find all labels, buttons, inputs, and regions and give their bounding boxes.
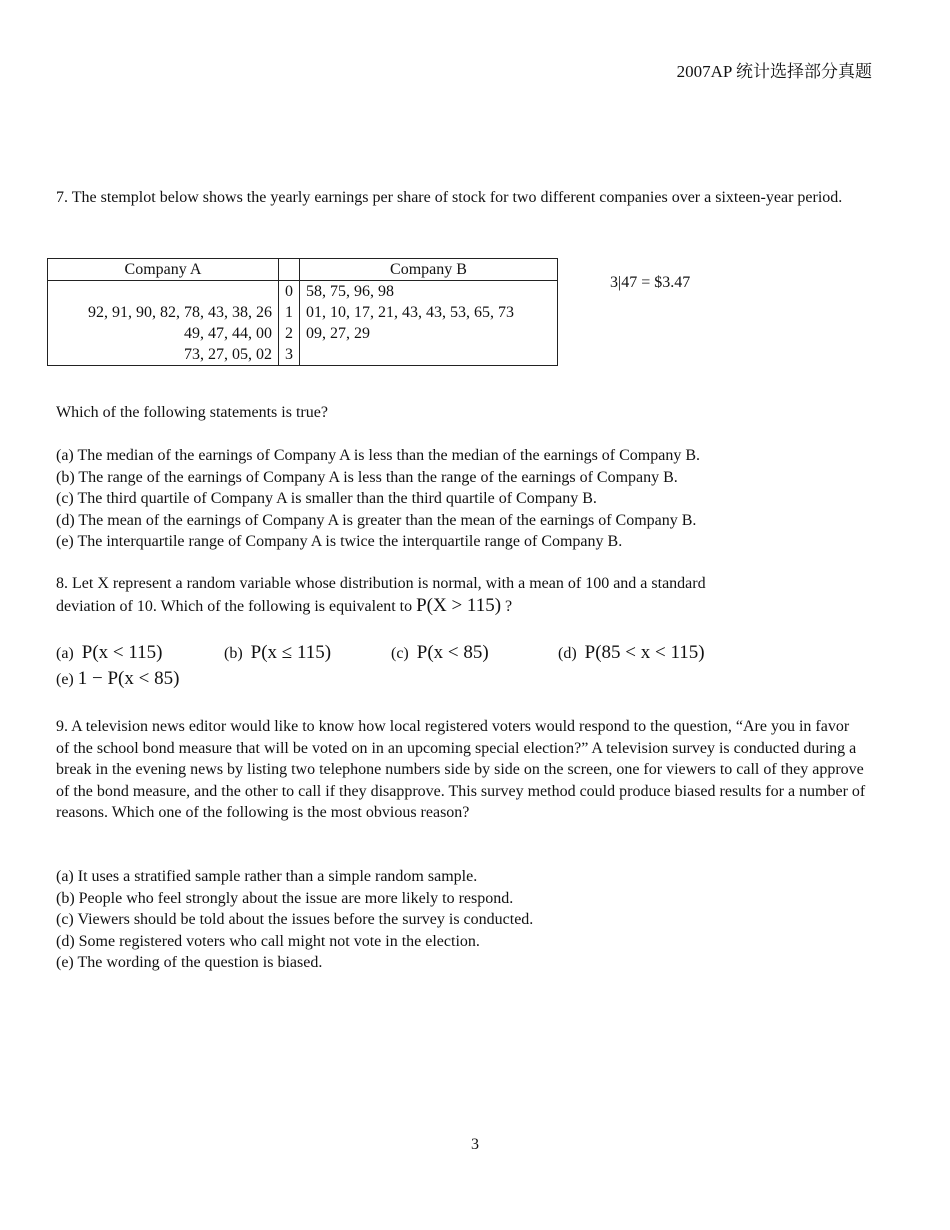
question-9-option-e: (e) The wording of the question is biased. bbox=[56, 954, 323, 971]
question-7-option-a: (a) The median of the earnings of Company A is less than the median of the earnings of Company B. bbox=[56, 447, 701, 464]
stem-header bbox=[279, 259, 300, 281]
question-8-option-b bbox=[224, 642, 331, 664]
question-7-option-c: (c) The third quartile of Company A is smaller than the third quartile of Company B. bbox=[56, 490, 597, 507]
question-7-option-d: (d) The mean of the earnings of Company A is greater than the mean of the earnings of Company B. bbox=[56, 511, 697, 529]
table-row-a-0 bbox=[48, 281, 279, 303]
option-label: (a) bbox=[56, 645, 74, 662]
table-row-b-0: 58, 75, 96, 98 bbox=[300, 281, 558, 303]
option-label: (c) bbox=[391, 645, 409, 662]
question-8-stem-end: ? bbox=[501, 597, 513, 615]
option-expr: 1 − P(x < 85) bbox=[77, 668, 180, 689]
table-row-stem-0: 0 bbox=[279, 281, 300, 303]
page-number: 3 bbox=[471, 1136, 479, 1153]
option-expr: P(x < 85) bbox=[416, 642, 489, 663]
table-row-b-2: 09, 27, 29 bbox=[300, 323, 558, 344]
option-expr: P(x < 115) bbox=[81, 642, 163, 663]
option-label: (b) bbox=[224, 645, 243, 662]
table-row-a-2: 49, 47, 44, 00 bbox=[48, 323, 279, 344]
page-header: 2007AP 统计选择部分真题 bbox=[676, 62, 872, 81]
option-label: (e) bbox=[56, 671, 74, 688]
question-8-option-d bbox=[558, 642, 705, 664]
stemplot-table bbox=[47, 258, 558, 366]
question-7-prompt: Which of the following statements is true? bbox=[56, 404, 328, 421]
question-8-option-c bbox=[391, 642, 489, 664]
question-8-option-e bbox=[56, 668, 179, 690]
question-9-options bbox=[56, 866, 886, 974]
question-8-option-a bbox=[56, 642, 163, 664]
table-row-b-3 bbox=[300, 344, 558, 366]
table-row-stem-3: 3 bbox=[279, 344, 300, 366]
question-8-stem-text: deviation of 10. Which of the following is equivalent to bbox=[56, 597, 417, 615]
question-9-option-c: (c) Viewers should be told about the issues before the survey is conducted. bbox=[56, 911, 534, 928]
question-8-stem-line2 bbox=[56, 595, 886, 618]
table-row-stem-2: 2 bbox=[279, 323, 300, 344]
option-label: (d) bbox=[558, 645, 577, 662]
question-9-option-a: (a) It uses a stratified sample rather than a simple random sample. bbox=[56, 868, 478, 885]
stemplot-key: 3|47 = $3.47 bbox=[610, 274, 691, 291]
question-7-option-b: (b) The range of the earnings of Company A is less than the range of the earnings of Company B. bbox=[56, 468, 678, 486]
table-row-a-1: 92, 91, 90, 82, 78, 43, 38, 26 bbox=[48, 302, 279, 323]
company-a-header: Company A bbox=[48, 259, 279, 281]
question-9-option-d: (d) Some registered voters who call might not vote in the election. bbox=[56, 932, 480, 950]
question-8-stem bbox=[56, 573, 886, 617]
question-9-option-b: (b) People who feel strongly about the issue are more likely to respond. bbox=[56, 889, 514, 907]
question-7-stem: 7. The stemplot below shows the yearly earnings per share of stock for two different companies over a sixteen-year period. bbox=[56, 189, 843, 206]
question-8-options-row bbox=[56, 642, 886, 666]
question-8-options-row-2 bbox=[56, 668, 886, 692]
table-row-b-1: 01, 10, 17, 21, 43, 43, 53, 65, 73 bbox=[300, 302, 558, 323]
table-row-stem-1: 1 bbox=[279, 302, 300, 323]
question-7-options bbox=[56, 445, 886, 553]
question-8-stem-expr: P(X > 115) bbox=[416, 594, 502, 616]
question-7-option-e: (e) The interquartile range of Company A is twice the interquartile range of Company B. bbox=[56, 533, 623, 550]
question-9-stem: 9. A television news editor would like to know how local registered voters would respond to the question, “Are you in favor of the school bond measure that will be voted on in an upcoming special election?” A television survey is conducted during a break in the evening news by listing two telephone numbers side by side on the screen, one for viewers to call of they approve of the bond measure, and the other to call if they disapprove. This survey method could produce biased results for a number of reasons. Which one of the following is the most obvious reason? bbox=[56, 718, 866, 821]
company-b-header: Company B bbox=[300, 259, 558, 281]
option-expr: P(x ≤ 115) bbox=[250, 642, 332, 663]
question-8-stem-line1: 8. Let X represent a random variable whose distribution is normal, with a mean of 100 and a standard bbox=[56, 575, 706, 592]
table-row-a-3: 73, 27, 05, 02 bbox=[48, 344, 279, 366]
option-expr: P(85 < x < 115) bbox=[584, 642, 705, 663]
